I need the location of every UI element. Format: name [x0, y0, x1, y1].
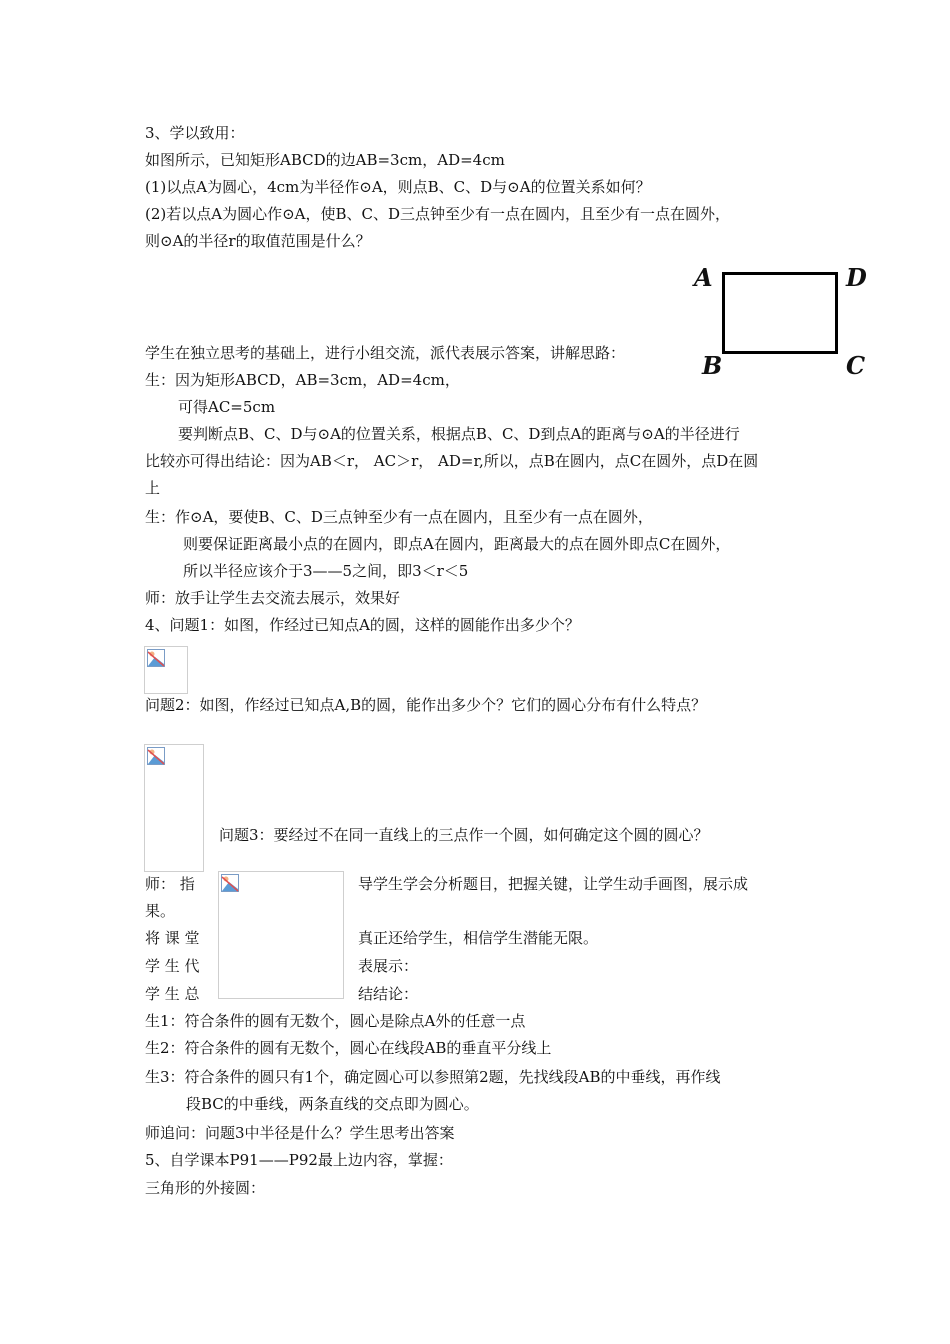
teacher-guidance-left: 师： 指: [145, 875, 195, 893]
question-3-image: [218, 871, 344, 999]
section-4-question-3: 问题3：要经过不在同一直线上的三点作一个圆，如何确定这个圆的圆心？: [219, 826, 709, 844]
question-2-line-2: 则⊙A的半径r的取值范围是什么？: [145, 232, 371, 250]
summary-right: 结结论：: [358, 985, 419, 1003]
section-3-heading: 3、学以致用：: [145, 124, 245, 142]
representative-left: 学 生 代: [145, 957, 200, 975]
circumcircle-heading: 三角形的外接圆：: [145, 1179, 266, 1197]
section-4-question-1: 4、问题1：如图，作经过已知点A的圆，这样的圆能作出多少个？: [145, 616, 580, 634]
student-3-conclusion: 生3：符合条件的圆只有1个，确定圆心可以参照第2题，先找线段AB的中垂线，再作线: [145, 1068, 721, 1086]
student-answer-1: 生：因为矩形ABCD，AB=3cm，AD=4cm，: [145, 371, 460, 389]
teacher-guidance-end: 果。: [145, 902, 176, 920]
vertex-label-a: A: [694, 263, 713, 292]
teacher-guidance-right: 导学生学会分析题目，把握关键，让学生动手画图，展示成: [358, 875, 749, 893]
question-1-image: [144, 646, 188, 694]
student-3-conclusion-cont: 段BC的中垂线，两条直线的交点即为圆心。: [186, 1095, 479, 1113]
student-2-conclusion: 生2：符合条件的圆有无数个，圆心在线段AB的垂直平分线上: [145, 1039, 552, 1057]
student-answer-2-range: 所以半径应该介于3——5之间，即3＜r＜5: [183, 562, 469, 580]
vertex-label-d: D: [846, 263, 867, 292]
student-answer-1-reason: 要判断点B、C、D与⊙A的位置关系，根据点B、C、D到点A的距离与⊙A的半径进行: [178, 425, 740, 443]
problem-statement: 如图所示，已知矩形ABCD的边AB=3cm，AD=4cm: [145, 151, 505, 169]
summary-left: 学 生 总: [145, 985, 200, 1003]
section-5-heading: 5、自学课本P91——P92最上边内容，掌握：: [145, 1151, 453, 1169]
student-answer-1-ac: 可得AC=5cm: [178, 398, 276, 416]
broken-image-icon: [147, 649, 165, 667]
broken-image-icon: [147, 747, 165, 765]
teacher-comment: 师：放手让学生去交流去展示，效果好: [145, 589, 401, 607]
rectangle-abcd-figure: [690, 258, 880, 383]
broken-image-icon: [221, 874, 239, 892]
student-answer-1-conclusion: 比较亦可得出结论：因为AB＜r， AC＞r， AD=r,所以，点B在圆内，点C在圆外，点D在圆: [145, 452, 759, 470]
rectangle-shape: [722, 272, 838, 354]
student-1-conclusion: 生1：符合条件的圆有无数个，圆心是除点A外的任意一点: [145, 1012, 526, 1030]
discussion-intro: 学生在独立思考的基础上，进行小组交流，派代表展示答案，讲解思路：: [145, 344, 626, 362]
representative-right: 表展示：: [358, 957, 419, 975]
question-1: (1)以点A为圆心，4cm为半径作⊙A，则点B、C、D与⊙A的位置关系如何？: [145, 178, 651, 196]
vertex-label-b: B: [702, 351, 723, 380]
student-answer-2-reason: 则要保证距离最小点的在圆内，即点A在圆内，距离最大的点在圆外即点C在圆外，: [183, 535, 731, 553]
student-answer-1-end: 上: [145, 479, 161, 497]
classroom-right: 真正还给学生，相信学生潜能无限。: [358, 929, 599, 947]
teacher-follow-up: 师追问：问题3中半径是什么？学生思考出答案: [145, 1124, 455, 1142]
vertex-label-c: C: [846, 351, 866, 380]
section-4-question-2: 问题2：如图，作经过已知点A,B的圆，能作出多少个？它们的圆心分布有什么特点？: [145, 696, 707, 714]
question-2-line-1: (2)若以点A为圆心作⊙A，使B、C、D三点钟至少有一点在圆内，且至少有一点在圆外，: [145, 205, 731, 223]
question-2-image: [144, 744, 204, 872]
classroom-left: 将 课 堂: [145, 929, 200, 947]
student-answer-2: 生：作⊙A，要使B、C、D三点钟至少有一点在圆内，且至少有一点在圆外，: [145, 508, 653, 526]
